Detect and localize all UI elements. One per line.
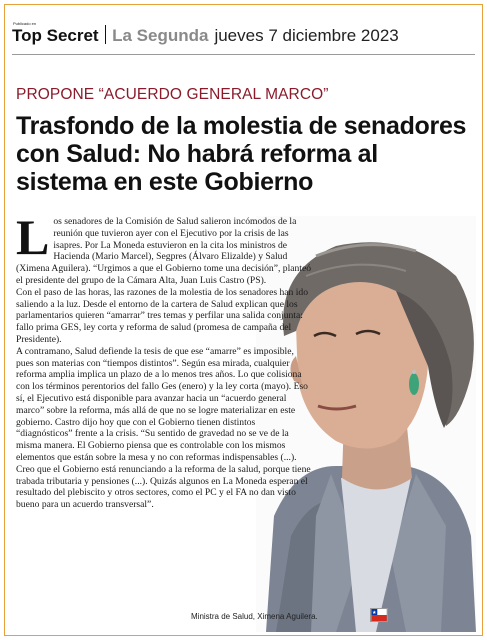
publication-date: jueves 7 diciembre 2023 [214,26,399,45]
article-paragraph: Con el paso de las horas, las razones de la molestia de los senadores han ido saliendo a la luz. Desde el entorno de la cartera de Salud explican que los parlamentarios quieren “amarrar” tres temas y perfilar una salida conjunta: fallo prima GES, ley corta y reforma de salud (promesa de campaña del Presidente). [16,286,308,345]
article-paragraph: os senadores de la Comisión de Salud salieron incómodos de la reunión que tuvieron ayer con el Ejecutivo por la crisis de las isapres. Por La Moneda estuvieron en la cita los ministros de Hacienda (Mario Marcel), Segpres (Álvaro Elizalde) y Salud (Ximena Aguilera). “Urgimos a que el Gobierno tome una decisión”, planteó el presidente del grupo de la Cámara Alta, Juan Luis Castro (PS). [16,216,312,286]
section-kicker: PROPONE “ACUERDO GENERAL MARCO” [16,86,329,103]
masthead-kicker: Publicado en [13,21,37,26]
drop-cap: L [16,209,50,265]
photo-caption: Ministra de Salud, Ximena Aguilera. [191,612,318,621]
article-paragraph: A contramano, Salud defiende la tesis de que ese “amarre” es imposible, pues son materias con “tiempos distintos”. Según esa mirada, cualquier reforma amplia implica un plazo de a lo menos tres años. Lo que colisiona con los términos perentorios del fallo Ges (enero) y la ley corta (mayo). Eso sí, el Ejecutivo está disponible para avanzar hacia un “acuerdo general marco” sobre la reforma, más allá de que no se logre materializar en este gobierno. Castro dijo hoy que con el Gobierno tienen distintos “diagnósticos” frente a la crisis. “Su sentido de gravedad no se ve de la misma manera. El Gobierno piensa que es controlable con los mismos elementos que están sobre la mesa y no con reformas indispensables (...). Creo que el Gobierno está renunciando a la reforma de la salud, porque tiene trabada tributaria y pensiones (...). Quizás algunos en La Moneda esperan el resultado del plebiscito y otros sectores, como el PC y el FA no dan visto bueno para un acuerdo transversal”. [16,345,311,511]
masthead [12,22,474,52]
masthead-rule [12,54,475,55]
article-headline: Trasfondo de la molestia de senadores con Salud: No habrá reforma al sistema en este Gobierno [16,112,467,196]
article-body [16,209,313,511]
masthead-divider [105,25,107,44]
newspaper-name: La Segunda [112,26,209,45]
chile-flag-icon [370,608,388,622]
brand-name: Top Secret [12,26,99,45]
